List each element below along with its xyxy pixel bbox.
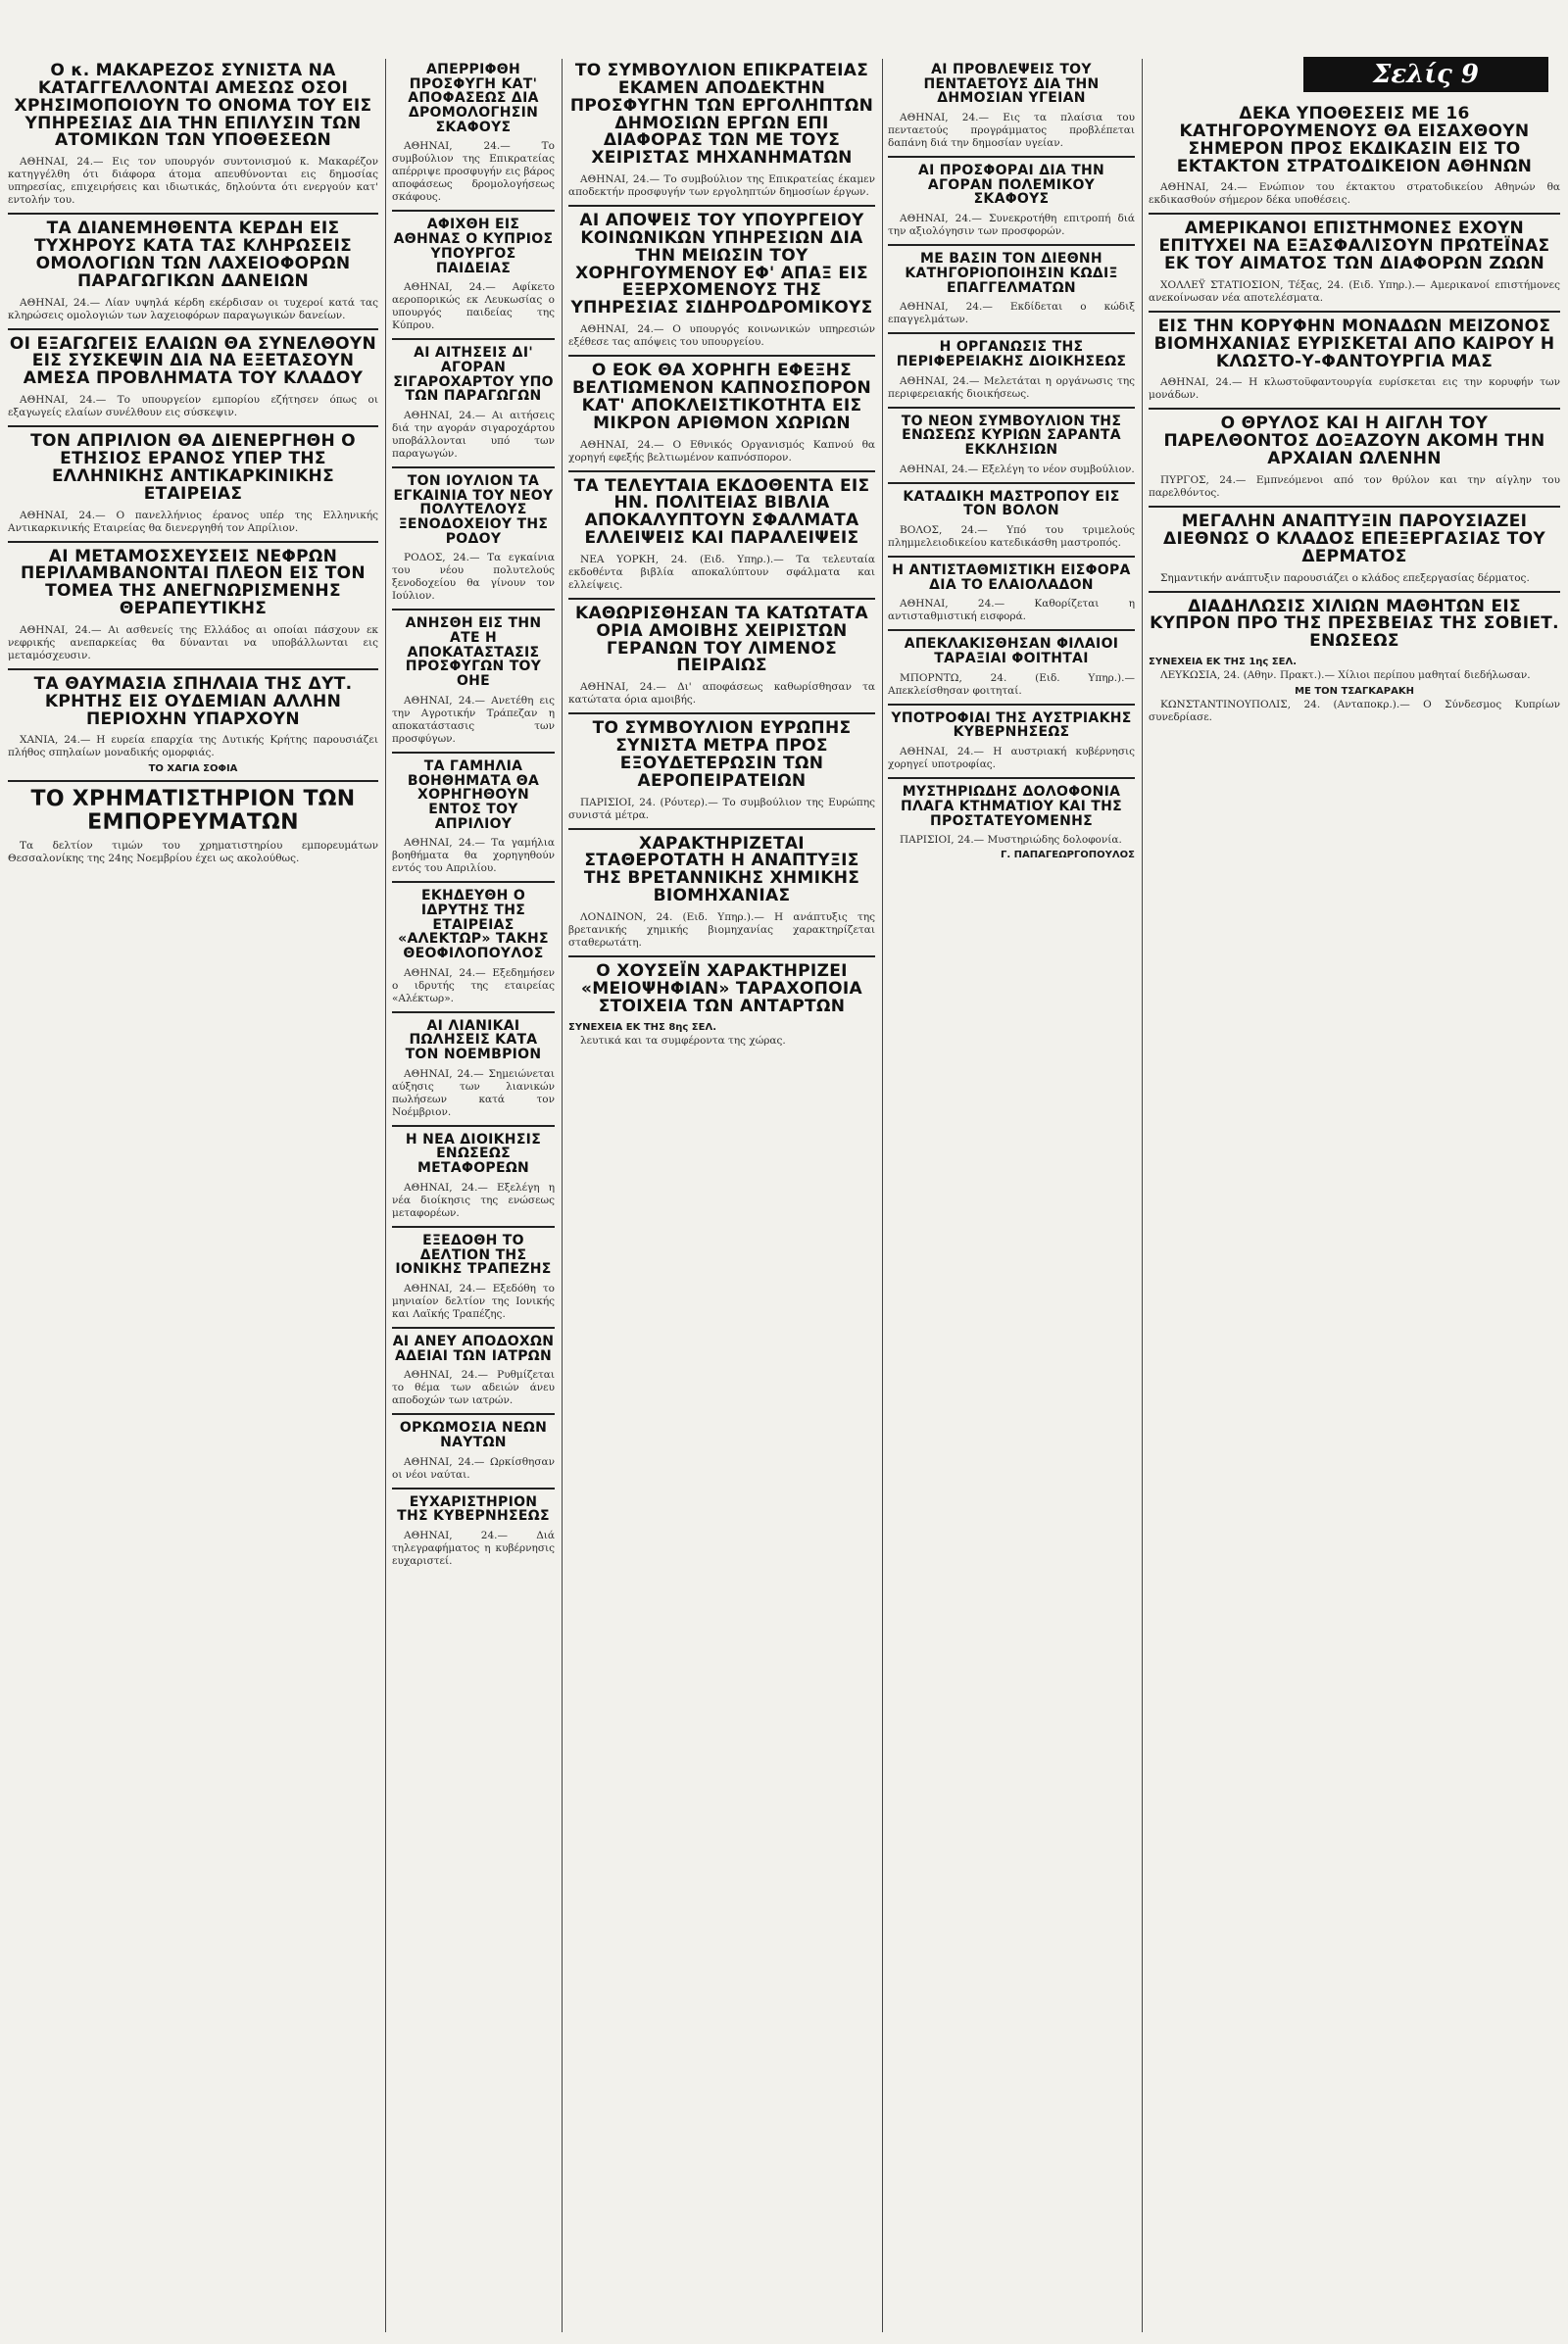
headline: ΤΑ ΘΑΥΜΑΣΙΑ ΣΠΗΛΑΙΑ ΤΗΣ ΔΥΤ. ΚΡΗΤΗΣ ΕΙΣ ΟΥΔΕΜΙΑΝ ΑΛΛΗΝ ΠΕΡΙΟΧΗΝ ΥΠΑΡΧΟΥΝ (33, 673, 353, 729)
paragraph: ΑΘΗΝΑΙ, 24.— Εις τον υπουργόν συντονισμού κ. Μακαρέζον κατηγγέλθη ότι διάφορα άτομα απευθύνονται εις δημοσίας υπηρεσίας, επιχειρήσεις και ιδιωτικάς, δηλούντα ότι ενεργούν κατ' εντολήν του. (8, 156, 378, 207)
article-text (8, 394, 378, 419)
paragraph: ΑΘΗΝΑΙ, 24.— Λίαν υψηλά κέρδη εκέρδισαν οι τυχεροί κατά τας κληρώσεις ομολογιών των λαχειοφόρων παραγωγικών δανείων. (8, 296, 378, 321)
headline: ΤΟΝ ΑΠΡΙΛΙΟΝ ΘΑ ΔΙΕΝΕΡΓΗΘΗ Ο ΕΤΗΣΙΟΣ ΕΡΑΝΟΣ ΥΠΕΡ ΤΗΣ ΕΛΛΗΝΙΚΗΣ ΑΝΤΙΚΑΡΚΙΝΙΚΗΣ ΕΤΑΙΡΕΙΑΣ (30, 431, 356, 504)
paragraph: ΠΑΡΙΣΙΟΙ, 24. (Ρόυτερ).— Το συμβούλιον της Ευρώπης συνιστά μέτρα. (568, 796, 875, 821)
headline: ΟΙ ΕΞΑΓΩΓΕΙΣ ΕΛΑΙΩΝ ΘΑ ΣΥΝΕΛΘΟΥΝ ΕΙΣ ΣΥΣΚΕΨΙΝ ΔΙΑ ΝΑ ΕΞΕΤΑΣΟΥΝ ΑΜΕΣΑ ΠΡΟΒΛΗΜΑΤΑ ΤΟΥ ΚΛΑΔΟΥ (9, 333, 377, 389)
headline: ΜΥΣΤΗΡΙΩΔΗΣ ΔΟΛΟΦΟΝΙΑ ΠΛΑΓΑ ΚΤΗΜΑΤΙΟΥ ΚΑΙ ΤΗΣ ΠΡΟΣΤΑΤΕΥΟΜΕΝΗΣ (900, 784, 1123, 829)
headline: ΤΟ ΣΥΜΒΟΥΛΙΟΝ ΕΥΡΩΠΗΣ ΣΥΝΙΣΤΑ ΜΕΤΡΑ ΠΡΟΣ ΕΞΟΥΔΕΤΕΡΩΣΙΝ ΤΩΝ ΑΕΡΟΠΕΙΡΑΤΕΙΩΝ (592, 718, 852, 791)
divider (888, 482, 1135, 484)
headline: ΜΕ ΒΑΣΙΝ ΤΟΝ ΔΙΕΘΝΗ ΚΑΤΗΓΟΡΙΟΠΟΙΗΣΙΝ ΚΩΔΙΞ ΕΠΑΓΓΕΛΜΑΤΩΝ (905, 251, 1118, 296)
article-text (1149, 572, 1560, 585)
paragraph: ΒΟΛΟΣ, 24.— Υπό του τριμελούς πλημμελειοδικείου κατεδικάσθη μαστροπός. (888, 524, 1135, 549)
article-text (392, 1283, 555, 1321)
paragraph: ΑΘΗΝΑΙ, 24.— Ο Εθνικός Οργανισμός Καπνού θα χορηγή εφεξής βελτιωμένον καπνόσπορον. (568, 438, 875, 464)
headline: ΑΙ ΑΝΕΥ ΑΠΟΔΟΧΩΝ ΑΔΕΙΑΙ ΤΩΝ ΙΑΤΡΩΝ (392, 1333, 555, 1364)
article-text (392, 140, 555, 204)
paragraph: ΑΘΗΝΑΙ, 24.— Συνεκροτήθη επιτροπή διά την αξιολόγησιν των προσφορών. (888, 213, 1135, 238)
paragraph: ΑΘΗΝΑΙ, 24.— Το συμβούλιον της Επικρατείας απέρριψε προσφυγήν εις βάρος αποφάσεως δρομολογήσεως σκάφους. (392, 140, 555, 204)
headline: ΤΑ ΤΕΛΕΥΤΑΙΑ ΕΚΔΟΘΕΝΤΑ ΕΙΣ ΗΝ. ΠΟΛΙΤΕΙΑΣ ΒΙΒΛΙΑ ΑΠΟΚΑΛΥΠΤΟΥΝ ΣΦΑΛΜΑΤΑ ΕΛΛΕΙΨΕΙΣ ΚΑΙ ΠΑΡΑΛΕΙΨΕΙΣ (573, 475, 870, 549)
paragraph: ΑΘΗΝΑΙ, 24.— Εκδίδεται ο κώδιξ επαγγελμάτων. (888, 301, 1135, 326)
column-rule (385, 59, 386, 2332)
paragraph: ΑΘΗΝΑΙ, 24.— Η κλωστοϋφαντουργία ευρίσκεται εις την κορυφήν των μονάδων. (1149, 376, 1560, 402)
headline: ΚΑΘΩΡΙΣΘΗΣΑΝ ΤΑ ΚΑΤΩΤΑΤΑ ΟΡΙΑ ΑΜΟΙΒΗΣ ΧΕΙΡΙΣΤΩΝ ΓΕΡΑΝΩΝ ΤΟΥ ΛΙΜΕΝΟΣ ΠΕΙΡΑΙΩΣ (575, 603, 868, 676)
article-text (392, 410, 555, 461)
paragraph: ΧΟΛΛΕΫ ΣΤΑΤΙΟΣΙΟΝ, Τέξας, 24. (Ειδ. Υπηρ.).— Αμερικανοί επιστήμονες ανεκοίνωσαν νέα αποτελέσματα. (1149, 278, 1560, 304)
headline: ΑΠΕΡΡΙΦΘΗ ΠΡΟΣΦΥΓΗ ΚΑΤ' ΑΠΟΦΑΣΕΩΣ ΔΙΑ ΔΡΟΜΟΛΟΓΗΣΙΝ ΣΚΑΦΟΥΣ (408, 62, 539, 135)
article-text (392, 967, 555, 1005)
divider (8, 425, 378, 427)
divider (568, 355, 875, 357)
article-text (1149, 669, 1560, 682)
author-byline: Γ. ΠΑΠΑΓΕΩΡΓΟΠΟΥΛΟΣ (1001, 850, 1135, 861)
divider (392, 1327, 555, 1329)
divider (888, 556, 1135, 558)
divider (392, 1488, 555, 1489)
article-text (888, 213, 1135, 238)
article-text (392, 1530, 555, 1568)
article-text (392, 281, 555, 332)
article-text (1149, 474, 1560, 500)
article-text (392, 837, 555, 875)
article-text (568, 1035, 875, 1048)
headline: ΕΞΕΔΟΘΗ ΤΟ ΔΕΛΤΙΟΝ ΤΗΣ ΙΟΝΙΚΗΣ ΤΡΑΠΕΖΗΣ (395, 1232, 552, 1278)
divider (1149, 213, 1560, 215)
divider (8, 780, 378, 782)
paragraph: ΑΘΗΝΑΙ, 24.— Αι αιτήσεις διά την αγοράν σιγαροχάρτου υποβάλλονται υπό των παραγωγών. (392, 409, 555, 460)
article-text (888, 464, 1135, 476)
article-text (568, 323, 875, 349)
divider (888, 332, 1135, 334)
article-text (888, 375, 1135, 401)
divider (568, 828, 875, 830)
paragraph: ΑΘΗΝΑΙ, 24.— Εξεδόθη το μηνιαίον δελτίον της Ιονικής και Λαϊκής Τραπέζης. (392, 1282, 555, 1320)
column-rule (1142, 59, 1143, 2332)
headline: ΔΙΑΔΗΛΩΣΙΣ ΧΙΛΙΩΝ ΜΑΘΗΤΩΝ ΕΙΣ ΚΥΠΡΟΝ ΠΡΟ ΤΗΣ ΠΡΕΣΒΕΙΑΣ ΤΗΣ ΣΟΒΙΕΤ. ΕΝΩΣΕΩΣ (1150, 596, 1559, 652)
divider (888, 407, 1135, 409)
divider (8, 541, 378, 543)
headline: Η ΝΕΑ ΔΙΟΙΚΗΣΙΣ ΕΝΩΣΕΩΣ ΜΕΤΑΦΟΡΕΩΝ (405, 1131, 542, 1177)
column-1 (8, 59, 378, 868)
divider (8, 213, 378, 215)
article-text (392, 1369, 555, 1407)
headline: ΟΡΚΩΜΟΣΙΑ ΝΕΩΝ ΝΑΥΤΩΝ (399, 1420, 548, 1450)
article-text (392, 552, 555, 603)
paragraph: ΑΘΗΝΑΙ, 24.— Σημειώνεται αύξησις των λιανικών πωλήσεων κατά τον Νοέμβριον. (392, 1067, 555, 1118)
divider (888, 704, 1135, 706)
headline: ΑΙ ΠΡΟΣΦΟΡΑΙ ΔΙΑ ΤΗΝ ΑΓΟΡΑΝ ΠΟΛΕΜΙΚΟΥ ΣΚΑΦΟΥΣ (917, 163, 1105, 208)
headline: ΑΙ ΑΙΤΗΣΕΙΣ ΔΙ' ΑΓΟΡΑΝ ΣΙΓΑΡΟΧΑΡΤΟΥ ΥΠΟ ΤΩΝ ΠΑΡΑΓΩΓΩΝ (393, 345, 554, 405)
headline: ΤΟΝ ΙΟΥΛΙΟΝ ΤΑ ΕΓΚΑΙΝΙΑ ΤΟΥ ΝΕΟΥ ΠΟΛΥΤΕΛΟΥΣ ΞΕΝΟΔΟΧΕΙΟΥ ΤΗΣ ΡΟΔΟΥ (393, 472, 554, 547)
paragraph: ΑΘΗΝΑΙ, 24.— Τα γαμήλια βοηθήματα θα χορηγηθούν εντός του Απριλίου. (392, 837, 555, 875)
paragraph: ΑΘΗΝΑΙ, 24.— Εξεδημήσεν ο ιδρυτής της εταιρείας «Αλέκτωρ». (392, 966, 555, 1004)
article-text (888, 834, 1135, 847)
paragraph: ΑΘΗΝΑΙ, 24.— Μελετάται η οργάνωσις της περιφερειακής διοικήσεως. (888, 374, 1135, 400)
article-text (568, 797, 875, 822)
paragraph: ΑΘΗΝΑΙ, 24.— Ο πανελλήνιος έρανος υπέρ της Ελληνικής Αντικαρκινικής Εταιρείας θα διενεργηθή τον Απρίλιον. (8, 509, 378, 534)
headline: ΑΙ ΠΡΟΒΛΕΨΕΙΣ ΤΟΥ ΠΕΝΤΑΕΤΟΥΣ ΔΙΑ ΤΗΝ ΔΗΜΟΣΙΑΝ ΥΓΕΙΑΝ (923, 62, 1100, 107)
headline: ΤΟ ΧΡΗΜΑΤΙΣΤΗΡΙΟΝ ΤΩΝ ΕΜΠΟΡΕΥΜΑΤΩΝ (30, 787, 356, 835)
divider (392, 1125, 555, 1127)
column-3 (568, 59, 875, 1050)
headline: ΑΠΕΚΛΑΚΙΣΘΗΣΑΝ ΦΙΛΑΙΟΙ ΤΑΡΑΞΙΑΙ ΦΟΙΤΗΤΑΙ (904, 636, 1119, 667)
headline: ΔΕΚΑ ΥΠΟΘΕΣΕΙΣ ΜΕ 16 ΚΑΤΗΓΟΡΟΥΜΕΝΟΥΣ ΘΑ ΕΙΣΑΧΘΟΥΝ ΣΗΜΕΡΟΝ ΠΡΟΣ ΕΚΔΙΚΑΣΙΝ ΕΙΣ ΤΟ ΕΚΤΑΚΤΟΝ ΣΤΡΑΤΟΔΙΚΕΙΟΝ ΑΘΗΝΩΝ (1176, 104, 1533, 176)
article-text (8, 156, 378, 207)
headline: ΤΟ ΝΕΟΝ ΣΥΜΒΟΥΛΙΟΝ ΤΗΣ ΕΝΩΣΕΩΣ ΚΥΡΙΩΝ ΣΑΡΑΝΤΑ ΕΚΚΛΗΣΙΩΝ (901, 413, 1122, 458)
divider (888, 777, 1135, 779)
divider (392, 1011, 555, 1013)
headline: ΕΥΧΑΡΙΣΤΗΡΙΟΝ ΤΗΣ ΚΥΒΕΡΝΗΣΕΩΣ (397, 1493, 550, 1525)
article-text (888, 746, 1135, 771)
article-text (568, 681, 875, 707)
divider (392, 210, 555, 212)
article-text (888, 112, 1135, 150)
paragraph: ΑΘΗΝΑΙ, 24.— Εξελέγη η νέα διοίκησις της ενώσεως μεταφορέων. (392, 1181, 555, 1219)
paragraph: ΑΘΗΝΑΙ, 24.— Ρυθμίζεται το θέμα των αδειών άνευ αποδοχών των ιατρών. (392, 1369, 555, 1407)
article-text (392, 695, 555, 746)
divider (392, 609, 555, 610)
paragraph: ΑΘΗΝΑΙ, 24.— Το υπουργείον εμπορίου εζήτησεν όπως οι εξαγωγείς ελαίων συνέλθουν εις σύσκεψιν. (8, 394, 378, 419)
article-text (568, 173, 875, 199)
continuation-label: ΣΥΝΕΧΕΙΑ ΕΚ ΤΗΣ 8ης ΣΕΛ. (568, 1021, 717, 1033)
headline: ΤΑ ΔΙΑΝΕΜΗΘΕΝΤΑ ΚΕΡΔΗ ΕΙΣ ΤΥΧΗΡΟΥΣ ΚΑΤΑ ΤΑΣ ΚΛΗΡΩΣΕΙΣ ΟΜΟΛΟΓΙΩΝ ΤΩΝ ΛΑΧΕΙΟΦΟΡΩΝ ΠΑΡΑΓΩΓΙΚΩΝ ΔΑΝΕΙΩΝ (33, 219, 352, 291)
divider (392, 1226, 555, 1228)
headline: Η ΑΝΤΙΣΤΑΘΜΙΣΤΙΚΗ ΕΙΣΦΟΡΑ ΔΙΑ ΤΟ ΕΛΑΙΟΛΑΔΟΝ (892, 562, 1131, 593)
headline: ΤΑ ΓΑΜΗΛΙΑ ΒΟΗΘΗΜΑΤΑ ΘΑ ΧΟΡΗΓΗΘΟΥΝ ΕΝΤΟΣ ΤΟΥ ΑΠΡΙΛΙΟΥ (407, 757, 540, 832)
article-text (888, 598, 1135, 623)
paragraph: ΑΘΗΝΑΙ, 24.— Αι ασθενείς της Ελλάδος αι οποίαι πάσχουν εκ νεφρικής ανεπαρκείας θα δύνανται να υποβάλλωνται εις μεταμόσχευσιν. (8, 623, 378, 661)
divider (1149, 506, 1560, 508)
paragraph: ΑΘΗΝΑΙ, 24.— Εξελέγη το νέον συμβούλιον. (900, 463, 1135, 475)
paragraph: ΜΠΟΡΝΤΩ, 24. (Ειδ. Υπηρ.).— Απεκλείσθησαν φοιτηταί. (888, 671, 1135, 697)
headline: Η ΟΡΓΑΝΩΣΙΣ ΤΗΣ ΠΕΡΙΦΕΡΕΙΑΚΗΣ ΔΙΟΙΚΗΣΕΩΣ (896, 339, 1127, 369)
headline: Ο κ. ΜΑΚΑΡΕΖΟΣ ΣΥΝΙΣΤΑ ΝΑ ΚΑΤΑΓΓΕΛΛΟΝΤΑΙ ΑΜΕΣΩΣ ΟΣΟΙ ΧΡΗΣΙΜΟΠΟΙΟΥΝ ΤΟ ΟΝΟΜΑ ΤΟΥ ΕΙΣ ΥΠΗΡΕΣΙΑΣ ΔΙΑ ΤΗΝ ΕΠΙΛΥΣΙΝ ΤΩΝ ΑΤΟΜΙΚΩΝ ΤΩΝ ΥΠΟΘΕΣΕΩΝ (14, 61, 372, 151)
article-text (568, 554, 875, 592)
paragraph: ΑΘΗΝΑΙ, 24.— Δι' αποφάσεως καθωρίσθησαν τα κατώτατα όρια αμοιβής. (568, 681, 875, 707)
divider (8, 668, 378, 670)
paragraph: ΛΟΝΔΙΝΟΝ, 24. (Ειδ. Υπηρ.).— Η ανάπτυξις της βρετανικής χημικής βιομηχανίας χαρακτηρίζεται σταθερωτάτη. (568, 911, 875, 949)
divider (392, 338, 555, 340)
article-text (1149, 699, 1560, 724)
headline: ΕΚΗΔΕΥΘΗ Ο ΙΔΡΥΤΗΣ ΤΗΣ ΕΤΑΙΡΕΙΑΣ «ΑΛΕΚΤΩΡ» ΤΑΚΗΣ ΘΕΟΦΙΛΟΠΟΥΛΟΣ (398, 888, 549, 961)
article-text (568, 911, 875, 950)
headline: ΤΟ ΣΥΜΒΟΥΛΙΟΝ ΕΠΙΚΡΑΤΕΙΑΣ ΕΚΑΜΕΝ ΑΠΟΔΕΚΤΗΝ ΠΡΟΣΦΥΓΗΝ ΤΩΝ ΕΡΓΟΛΗΠΤΩΝ ΔΗΜΟΣΙΩΝ ΕΡΓΩΝ ΕΠΙ ΔΙΑΦΟΡΑΣ ΤΩΝ ΜΕ ΤΟΥΣ ΧΕΙΡΙΣΤΑΣ ΜΗΧΑΝΗΜΑΤΩΝ (569, 61, 874, 169)
column-rule (562, 59, 563, 2332)
headline: ΑΙ ΜΕΤΑΜΟΣΧΕΥΣΕΙΣ ΝΕΦΡΩΝ ΠΕΡΙΛΑΜΒΑΝΟΝΤΑΙ ΠΛΕΟΝ ΕΙΣ ΤΟΝ ΤΟΜΕΑ ΤΗΣ ΑΝΕΓΝΩΡΙΣΜΕΝΗΣ ΘΕΡΑΠΕΥΤΙΚΗΣ (21, 546, 366, 619)
article-text (8, 510, 378, 535)
divider (888, 156, 1135, 158)
divider (1149, 311, 1560, 313)
divider (392, 752, 555, 754)
article-text (1149, 181, 1560, 207)
column-5 (1149, 102, 1560, 727)
headline: Ο ΘΡΥΛΟΣ ΚΑΙ Η ΑΙΓΛΗ ΤΟΥ ΠΑΡΕΛΘΟΝΤΟΣ ΔΟΞΑΖΟΥΝ ΑΚΟΜΗ ΤΗΝ ΑΡΧΑΙΑΝ ΩΛΕΝΗΝ (1163, 414, 1545, 469)
article-text (1149, 376, 1560, 402)
divider (568, 598, 875, 600)
divider (1149, 591, 1560, 593)
paragraph: ΑΘΗΝΑΙ, 24.— Ωρκίσθησαν οι νέοι ναύται. (392, 1455, 555, 1481)
paragraph: ΚΩΝΣΤΑΝΤΙΝΟΥΠΟΛΙΣ, 24. (Ανταποκρ.).— Ο Σύνδεσμος Κυπρίων συνεδρίασε. (1149, 699, 1560, 724)
headline: ΑΜΕΡΙΚΑΝΟΙ ΕΠΙΣΤΗΜΟΝΕΣ ΕΧΟΥΝ ΕΠΙΤΥΧΕΙ ΝΑ ΕΞΑΣΦΑΛΙΣΟΥΝ ΠΡΩΤΕΪΝΑΣ ΕΚ ΤΟΥ ΑΙΜΑΤΟΣ ΤΩΝ ΔΙΑΦΟΡΩΝ ΖΩΩΝ (1158, 219, 1550, 274)
article-text (888, 301, 1135, 326)
paragraph: ΑΘΗΝΑΙ, 24.— Η αυστριακή κυβέρνησις χορηγεί υποτροφίας. (888, 746, 1135, 771)
paragraph: ΑΘΗΝΑΙ, 24.— Ο υπουργός κοινωνικών υπηρεσιών εξέθεσε τας απόψεις του υπουργείου. (568, 323, 875, 349)
headline: ΥΠΟΤΡΟΦΙΑΙ ΤΗΣ ΑΥΣΤΡΙΑΚΗΣ ΚΥΒΕΡΝΗΣΕΩΣ (891, 709, 1132, 741)
article-text (8, 297, 378, 322)
paragraph: ΑΘΗΝΑΙ, 24.— Εις τα πλαίσια του πενταετούς προγράμματος προβλέπεται δαπάνη διά την δημοσίαν υγείαν. (888, 112, 1135, 150)
continuation-label: ΣΥΝΕΧΕΙΑ ΕΚ ΤΗΣ 1ης ΣΕΛ. (1149, 657, 1298, 668)
headline: ΚΑΤΑΔΙΚΗ ΜΑΣΤΡΟΠΟΥ ΕΙΣ ΤΟΝ ΒΟΛΟΝ (903, 488, 1120, 519)
headline: Ο ΧΟΥΣΕΪΝ ΧΑΡΑΚΤΗΡΙΖΕΙ «ΜΕΙΟΨΗΦΙΑΝ» ΤΑΡΑΧΟΠΟΙΑ ΣΤΟΙΧΕΙΑ ΤΩΝ ΑΝΤΑΡΤΩΝ (580, 961, 862, 1016)
article-text (1149, 279, 1560, 305)
paragraph: ΝΕΑ ΥΟΡΚΗ, 24. (Ειδ. Υπηρ.).— Τα τελευταία εκδοθέντα βιβλία αποκαλύπτουν σφάλματα και ελλείψεις. (568, 553, 875, 591)
paragraph: ΑΘΗΝΑΙ, 24.— Αφίκετο αεροπορικώς εκ Λευκωσίας ο υπουργός παιδείας της Κύπρου. (392, 281, 555, 332)
divider (568, 955, 875, 957)
page-number-masthead: Σελίς 9 (1303, 57, 1548, 92)
divider (568, 712, 875, 714)
article-text (8, 624, 378, 662)
column-2 (392, 59, 555, 1571)
paragraph: ΡΟΔΟΣ, 24.— Τα εγκαίνια του νέου πολυτελούς ξενοδοχείου θα γίνουν τον Ιούλιον. (392, 552, 555, 603)
paragraph: ΑΘΗΝΑΙ, 24.— Ενώπιον του έκτακτου στρατοδικείου Αθηνών θα εκδικασθούν σήμερον δέκα υποθέσεις. (1149, 181, 1560, 207)
paragraph: ΛΕΥΚΩΣΙΑ, 24. (Αθην. Πρακτ.).— Χίλιοι περίπου μαθηταί διεδήλωσαν. (1160, 669, 1531, 682)
divider (392, 466, 555, 468)
article-text (392, 1456, 555, 1482)
divider (568, 205, 875, 207)
article-text (888, 524, 1135, 550)
divider (392, 1413, 555, 1415)
column-4 (888, 59, 1135, 862)
divider (1149, 408, 1560, 410)
article-text (8, 734, 378, 759)
divider (888, 629, 1135, 631)
headline: ΧΑΡΑΚΤΗΡΙΖΕΤΑΙ ΣΤΑΘΕΡΟΤΑΤΗ Η ΑΝΑΠΤΥΞΙΣ ΤΗΣ ΒΡΕΤΑΝΝΙΚΗΣ ΧΗΜΙΚΗΣ ΒΙΟΜΗΧΑΝΙΑΣ (583, 833, 860, 906)
paragraph: ΑΘΗΝΑΙ, 24.— Ανετέθη εις την Αγροτικήν Τράπεζαν η αποκατάστασις των προσφύγων. (392, 694, 555, 745)
headline: ΜΕΓΑΛΗΝ ΑΝΑΠΤΥΞΙΝ ΠΑΡΟΥΣΙΑΖΕΙ ΔΙΕΘΝΩΣ Ο ΚΛΑΔΟΣ ΕΠΕΞΕΡΓΑΣΙΑΣ ΤΟΥ ΔΕΡΜΑΤΟΣ (1163, 511, 1545, 566)
divider (568, 470, 875, 472)
column-rule (882, 59, 883, 2332)
article-text (392, 1068, 555, 1119)
headline: ΑΙ ΑΠΟΨΕΙΣ ΤΟΥ ΥΠΟΥΡΓΕΙΟΥ ΚΟΙΝΩΝΙΚΩΝ ΥΠΗΡΕΣΙΩΝ ΔΙΑ ΤΗΝ ΜΕΙΩΣΙΝ ΤΟΥ ΧΟΡΗΓΟΥΜΕΝΟΥ ΕΦ' ΑΠΑΞ ΕΙΣ ΕΞΕΡΧΟΜΕΝΟΥΣ ΤΗΣ ΥΠΗΡΕΣΙΑΣ ΣΙΔΗΡΟΔΡΟΜΙΚΟΥΣ (570, 211, 873, 318)
paragraph: ΑΘΗΝΑΙ, 24.— Διά τηλεγραφήματος η κυβέρνησις ευχαριστεί. (392, 1530, 555, 1567)
paragraph: ΧΑΝΙΑ, 24.— Η ευρεία επαρχία της Δυτικής Κρήτης παρουσιάζει πλήθος σπηλαίων μοναδικής ομορφιάς. (8, 734, 378, 759)
paragraph: ΑΘΗΝΑΙ, 24.— Καθορίζεται η αντισταθμιστική εισφορά. (888, 598, 1135, 623)
paragraph: ΠΑΡΙΣΙΟΙ, 24.— Μυστηριώδης δολοφονία. (900, 834, 1122, 847)
article-text (392, 1182, 555, 1220)
article-text (568, 439, 875, 464)
divider (8, 328, 378, 330)
headline: ΕΙΣ ΤΗΝ ΚΟΡΥΦΗΝ ΜΟΝΑΔΩΝ ΜΕΙΖΟΝΟΣ ΒΙΟΜΗΧΑΝΙΑΣ ΕΥΡΙΣΚΕΤΑΙ ΑΠΟ ΚΑΙΡΟΥ Η ΚΛΩΣΤΟ-Υ-ΦΑΝΤΟΥΡΓΙΑ ΜΑΣ (1153, 316, 1555, 371)
paragraph: ΑΘΗΝΑΙ, 24.— Το συμβούλιον της Επικρατείας έκαμεν αποδεκτήν προσφυγήν των εργοληπτών δημοσίων έργων. (568, 173, 875, 199)
article-text (888, 672, 1135, 698)
headline: Ο ΕΟΚ ΘΑ ΧΟΡΗΓΗ ΕΦΕΞΗΣ ΒΕΛΤΙΩΜΕΝΟΝ ΚΑΠΝΟΣΠΟΡΟΝ ΚΑΤ' ΑΠΟΚΛΕΙΣΤΙΚΟΤΗΤΑ ΕΙΣ ΜΙΚΡΟΝ ΑΡΙΘΜΟΝ ΧΩΡΙΩΝ (571, 361, 872, 433)
headline: ΑΙ ΛΙΑΝΙΚΑΙ ΠΩΛΗΣΕΙΣ ΚΑΤΑ ΤΟΝ ΝΟΕΜΒΡΙΟΝ (405, 1017, 542, 1063)
paragraph: λευτικά και τα συμφέροντα της χώρας. (580, 1034, 786, 1047)
paragraph: ΠΥΡΓΟΣ, 24.— Εμπνεόμενοι από τον θρύλον και την αίγλην του παρελθόντος. (1149, 473, 1560, 499)
subheading: ΤΟ ΧΑΓΙΑ ΣΟΦΙΑ (148, 763, 238, 775)
subheading: ΜΕ ΤΟΝ ΤΣΑΓΚΑΡΑΚΗ (1295, 686, 1414, 698)
headline: ΑΦΙΧΘΗ ΕΙΣ ΑΘΗΝΑΣ Ο ΚΥΠΡΙΟΣ ΥΠΟΥΡΓΟΣ ΠΑΙΔΕΙΑΣ (393, 217, 554, 276)
article-text (8, 840, 378, 865)
paragraph: Τα δελτίον τιμών του χρηματιστηρίου εμπορευμάτων Θεσσαλονίκης της 24ης Νοεμβρίου έχει ως ακολούθως. (8, 839, 378, 864)
paragraph: Σημαντικήν ανάπτυξιν παρουσιάζει ο κλάδος επεξεργασίας δέρματος. (1160, 571, 1530, 584)
divider (392, 881, 555, 883)
divider (888, 244, 1135, 246)
headline: ΑΝΗΣΘΗ ΕΙΣ ΤΗΝ ΑΤΕ Η ΑΠΟΚΑΤΑΣΤΑΣΙΣ ΠΡΟΣΦΥΓΩΝ ΤΟΥ ΟΗΕ (405, 615, 542, 690)
